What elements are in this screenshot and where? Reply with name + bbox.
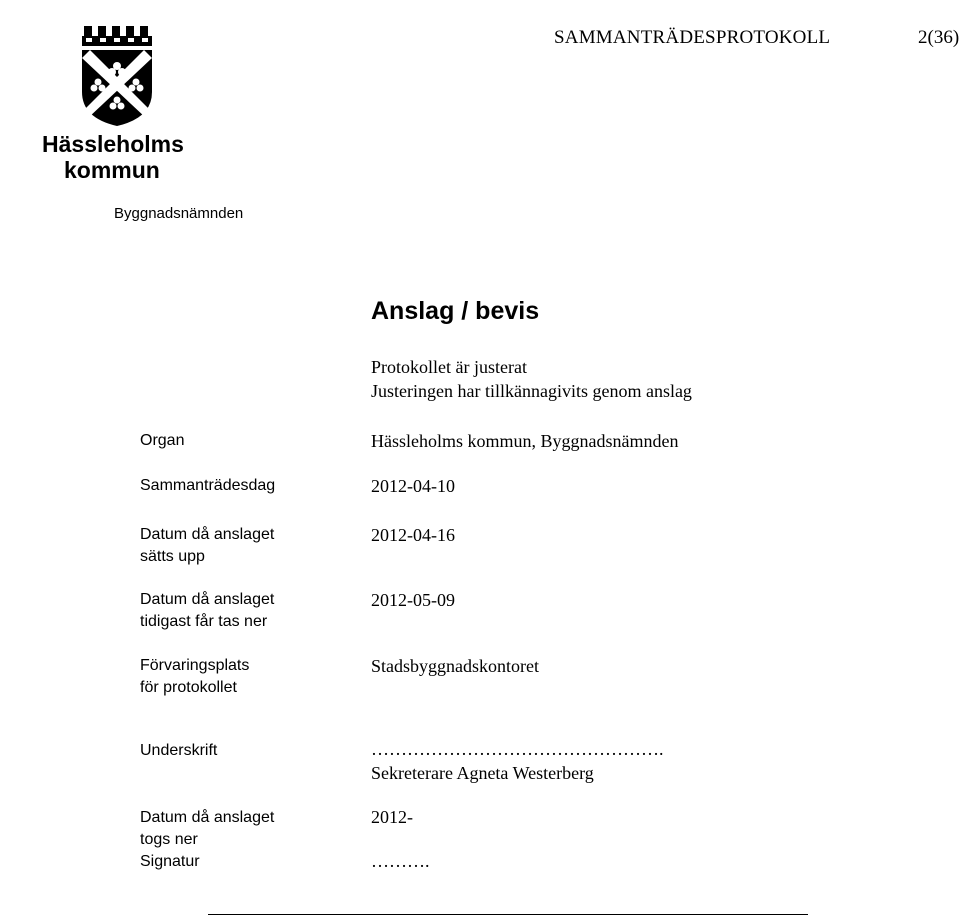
taken-down-date-label-line1: Datum då anslaget bbox=[140, 809, 275, 826]
meeting-date-label: Sammanträdesdag bbox=[140, 477, 276, 494]
meeting-date-value: 2012-04-10 bbox=[371, 476, 455, 496]
taken-down-date-value: 2012- bbox=[371, 807, 413, 827]
taken-down-date-label-line2: togs ner bbox=[140, 831, 198, 848]
posted-date-label bbox=[140, 524, 274, 568]
removal-date-label-line1: Datum då anslaget bbox=[140, 591, 275, 608]
department-name: Byggnadsnämnden bbox=[114, 205, 244, 222]
removal-date-value: 2012-05-09 bbox=[371, 590, 455, 610]
taken-down-date-label bbox=[140, 807, 274, 873]
posted-date-label-line2: sätts upp bbox=[140, 548, 205, 565]
removal-date-label-line2: tidigast får tas ner bbox=[140, 613, 268, 630]
signatur-line: ………. bbox=[371, 851, 430, 871]
signer-name: Sekreterare Agneta Westerberg bbox=[371, 763, 594, 783]
removal-date-label bbox=[140, 589, 274, 633]
posted-date-label-line1: Datum då anslaget bbox=[140, 526, 275, 543]
signature-label: Underskrift bbox=[140, 742, 218, 759]
organ-label: Organ bbox=[140, 432, 185, 449]
signatur-label: Signatur bbox=[140, 853, 200, 870]
svg-text:kommun: kommun bbox=[64, 157, 160, 183]
posted-date-value: 2012-04-16 bbox=[371, 525, 455, 545]
svg-text:Hässleholms: Hässleholms bbox=[42, 131, 184, 157]
storage-location-label bbox=[140, 655, 249, 699]
signature-line: …………………………………………. bbox=[371, 739, 664, 759]
hassleholms-kommun-logo bbox=[38, 14, 198, 184]
document-type: SAMMANTRÄDESPROTOKOLL bbox=[554, 27, 831, 48]
storage-location-value: Stadsbyggnadskontoret bbox=[371, 656, 539, 676]
bottom-divider bbox=[208, 914, 808, 915]
organ-value: Hässleholms kommun, Byggnadsnämnden bbox=[371, 431, 679, 451]
storage-location-label-line2: för protokollet bbox=[140, 679, 237, 696]
notice-heading: Anslag / bevis bbox=[371, 297, 540, 325]
coat-of-arms-icon bbox=[38, 14, 198, 184]
adjustment-announced-text: Justeringen har tillkännagivits genom anslag bbox=[371, 381, 692, 401]
storage-location-label-line1: Förvaringsplats bbox=[140, 657, 250, 674]
page-number: 2(36) bbox=[918, 27, 960, 48]
protocol-adjusted-text: Protokollet är justerat bbox=[371, 357, 527, 377]
crown-icon bbox=[82, 26, 152, 46]
